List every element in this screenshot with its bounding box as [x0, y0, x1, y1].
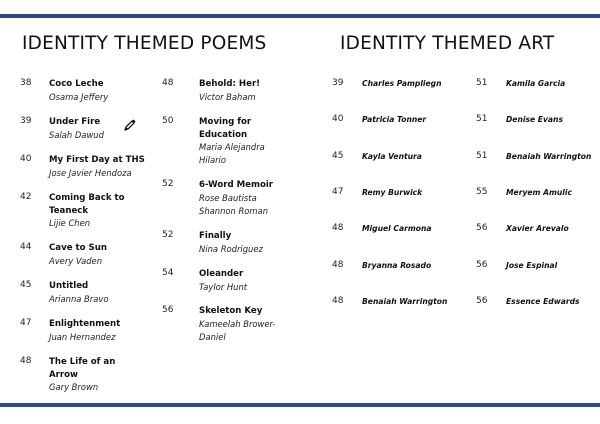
art-page-number: 45	[332, 151, 344, 161]
poem-page-number: 47	[20, 318, 32, 328]
poem-title: Coco Leche	[49, 79, 104, 89]
artist-name: Remy Burwick	[362, 188, 423, 197]
poem-page-number: 39	[20, 116, 32, 126]
poem-author: Maria Alejandra Hilario	[199, 142, 265, 165]
artist-name: Charles Pampliegn	[362, 79, 442, 88]
pen-cursor-icon	[123, 118, 137, 132]
artist-name: Denise Evans	[506, 115, 563, 124]
poem-author: Jose Javier Hendoza	[49, 168, 132, 178]
art-page-number: 39	[332, 78, 344, 88]
poem-page-number: 42	[20, 192, 32, 202]
poem-author: Nina Rodriguez	[199, 244, 263, 254]
poem-page-number: 40	[20, 154, 32, 164]
poem-page-number: 56	[162, 305, 174, 315]
artist-name: Miguel Carmona	[362, 224, 432, 233]
poem-page-number: 44	[20, 242, 32, 252]
top-divider-rule	[0, 14, 600, 18]
poem-author: Arianna Bravo	[49, 294, 109, 304]
artist-name: Jose Espinal	[506, 261, 558, 270]
poem-title: Enlightenment	[49, 319, 121, 329]
art-page-number: 56	[476, 260, 488, 270]
artist-name: Xavier Arevalo	[506, 224, 569, 233]
poem-author: Avery Vaden	[49, 256, 103, 266]
poem-author: Salah Dawud	[49, 130, 104, 140]
poem-title: The Life of an Arrow	[49, 357, 116, 380]
art-page-number: 47	[332, 187, 344, 197]
artist-name: Bryanna Rosado	[362, 261, 432, 270]
poem-title: Moving for Education	[199, 117, 252, 140]
poem-page-number: 50	[162, 116, 174, 126]
art-page-number: 56	[476, 223, 488, 233]
art-section-title: IDENTITY THEMED ART	[340, 33, 555, 54]
poem-title: Under Fire	[49, 117, 101, 127]
artist-name: Benaiah Warrington	[506, 152, 592, 161]
poem-author: Kameelah Brower-Daniel	[199, 319, 276, 342]
poem-author: Lijie Chen	[49, 218, 91, 228]
poem-author: Juan Hernandez	[49, 332, 116, 342]
art-page-number: 56	[476, 296, 488, 306]
poem-page-number: 52	[162, 230, 174, 240]
art-page-number: 51	[476, 114, 488, 124]
poem-page-number: 48	[20, 356, 32, 366]
poem-page-number: 52	[162, 179, 174, 189]
artist-name: Kayla Ventura	[362, 152, 422, 161]
poem-page-number: 54	[162, 268, 174, 278]
art-page-number: 40	[332, 114, 344, 124]
artist-name: Benaiah Warrington	[362, 297, 448, 306]
art-page-number: 48	[332, 260, 344, 270]
poem-title: Skeleton Key	[199, 306, 263, 316]
poem-title: Coming Back to Teaneck	[49, 193, 125, 216]
art-page-number: 55	[476, 187, 488, 197]
art-page-number: 51	[476, 151, 488, 161]
poem-page-number: 45	[20, 280, 32, 290]
poem-author: Osama Jeffery	[49, 92, 109, 102]
poem-title: My First Day at THS	[49, 155, 145, 165]
poem-title: 6-Word Memoir	[199, 180, 274, 190]
poem-title: Finally	[199, 231, 232, 241]
poem-title: Untitled	[49, 281, 89, 291]
poem-title: Oleander	[199, 269, 244, 279]
poems-section-title: IDENTITY THEMED POEMS	[22, 33, 267, 54]
artist-name: Patricia Tonner	[362, 115, 427, 124]
art-page-number: 48	[332, 223, 344, 233]
poem-title: Behold: Her!	[199, 79, 261, 89]
art-page-number: 51	[476, 78, 488, 88]
bottom-divider-rule	[0, 403, 600, 407]
artist-name: Meryem Amulic	[506, 188, 573, 197]
poem-page-number: 38	[20, 78, 32, 88]
poem-author: Victor Baham	[199, 92, 256, 102]
artist-name: Essence Edwards	[506, 297, 580, 306]
artist-name: Kamila Garcia	[506, 79, 566, 88]
poem-page-number: 48	[162, 78, 174, 88]
poem-author: Taylor Hunt	[199, 282, 248, 292]
poem-title: Cave to Sun	[49, 243, 107, 253]
poem-author: Gary Brown	[49, 382, 99, 392]
art-page-number: 48	[332, 296, 344, 306]
poem-author: Rose Bautista Shannon Roman	[199, 193, 269, 216]
